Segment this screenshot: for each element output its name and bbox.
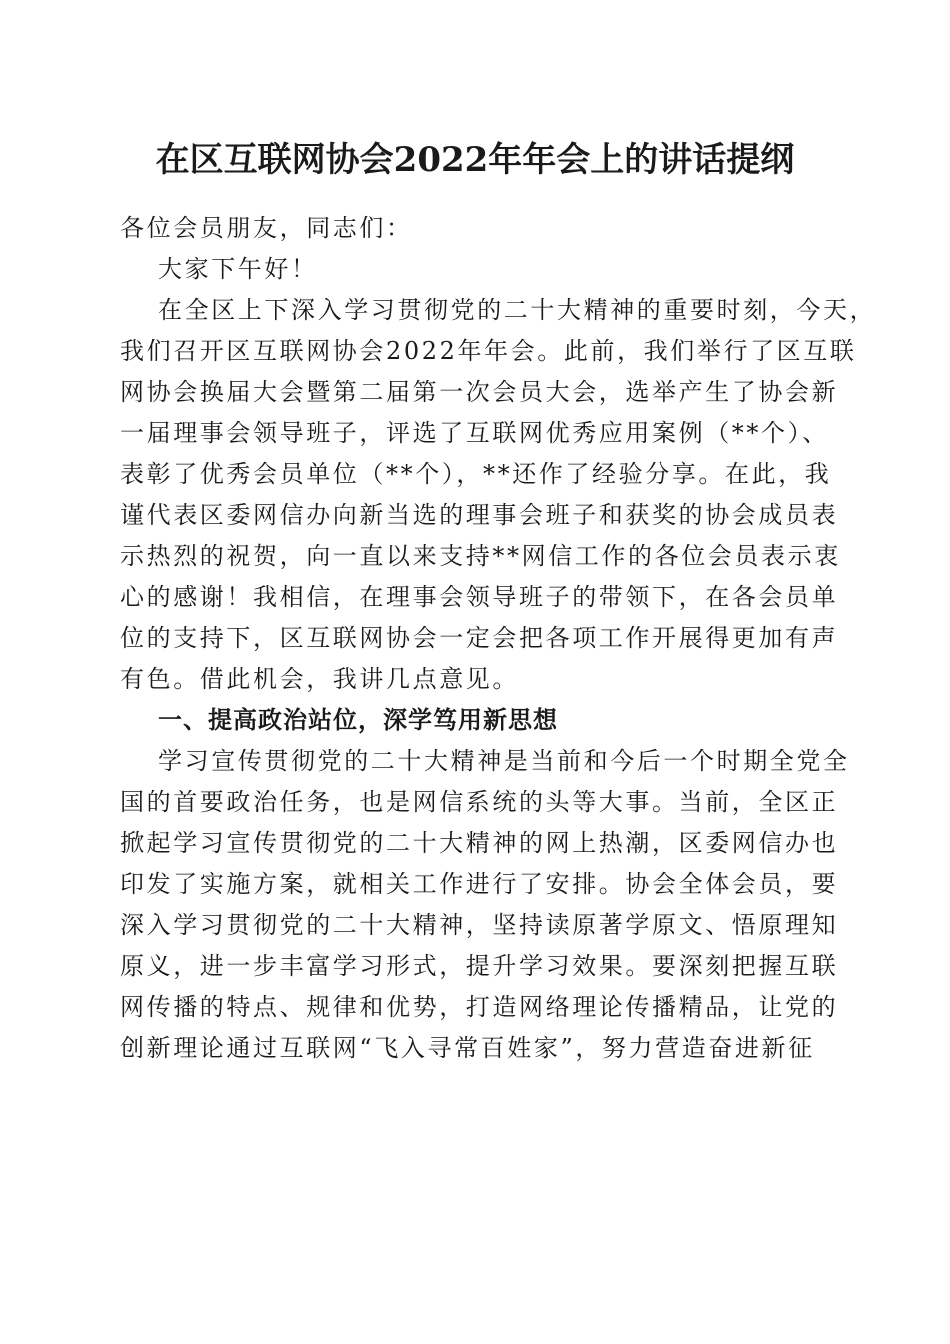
section-heading-1: 一、提高政治站位，深学笃用新思想: [158, 706, 558, 734]
paragraph-line: 创新理论通过互联网“飞入寻常百姓家”，努力营造奋进新征: [120, 1034, 815, 1062]
paragraph-line: 学习宣传贯彻党的二十大精神是当前和今后一个时期全党全: [158, 747, 850, 775]
paragraph-line: 网协会换届大会暨第二届第一次会员大会，选举产生了协会新: [120, 378, 839, 406]
paragraph-line: 在全区上下深入学习贯彻党的二十大精神的重要时刻，今天，: [158, 296, 877, 324]
paragraph-2: [120, 741, 850, 1069]
paragraph-line: 掀起学习宣传贯彻党的二十大精神的网上热潮，区委网信办也: [120, 829, 839, 857]
paragraph-line: 一届理事会领导班子，评选了互联网优秀应用案例（**个）、: [120, 419, 829, 447]
paragraph-1: [120, 290, 877, 700]
paragraph-line: 表彰了优秀会员单位（**个），**还作了经验分享。在此，我: [120, 460, 832, 488]
document-title: 在区互联网协会2022年年会上的讲话提纲: [155, 140, 795, 180]
paragraph-line: 深入学习贯彻党的二十大精神，坚持读原著学原文、悟原理知: [120, 911, 839, 939]
paragraph-line: 示热烈的祝贺，向一直以来支持**网信工作的各位会员表示衷: [120, 542, 841, 570]
paragraph-line: 我们召开区互联网协会2022年年会。此前，我们举行了区互联: [120, 337, 857, 365]
greeting: 大家下午好！: [158, 255, 318, 283]
paragraph-line: 印发了实施方案，就相关工作进行了安排。协会全体会员，要: [120, 870, 839, 898]
paragraph-line: 心的感谢！我相信，在理事会领导班子的带领下，在各会员单: [120, 583, 839, 611]
paragraph-line: 原义，进一步丰富学习形式，提升学习效果。要深刻把握互联: [120, 952, 839, 980]
salutation: 各位会员朋友，同志们：: [120, 214, 413, 242]
paragraph-line: 位的支持下，区互联网协会一定会把各项工作开展得更加有声: [120, 624, 839, 652]
paragraph-line: 谨代表区委网信办向新当选的理事会班子和获奖的协会成员表: [120, 501, 839, 529]
paragraph-line: 有色。借此机会，我讲几点意见。: [120, 665, 519, 693]
paragraph-line: 国的首要政治任务，也是网信系统的头等大事。当前，全区正: [120, 788, 839, 816]
paragraph-line: 网传播的特点、规律和优势，打造网络理论传播精品，让党的: [120, 993, 839, 1021]
document-body: [120, 208, 877, 1069]
